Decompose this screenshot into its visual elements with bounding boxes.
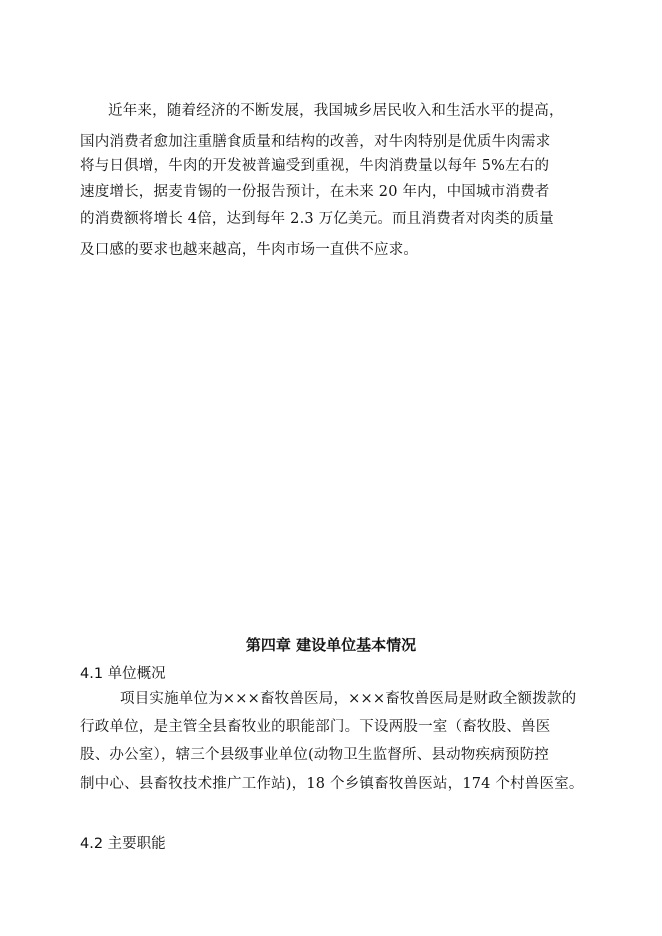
intro-line-5: 的消费额将增长 4倍，达到每年 2.3 万亿美元。而且消费者对肉类的质量 [80, 211, 554, 227]
section-4-1-line-4: 制中心、县畜牧技术推广工作站)，18 个乡镇畜牧兽医站，174 个村兽医室。 [80, 776, 584, 792]
intro-line-6: 及口感的要求也越来越高，牛肉市场一直供不应求。 [80, 242, 419, 258]
section-4-1-line-1: 项目实施单位为×××畜牧兽医局，×××畜牧兽医局是财政全额拨款的 [120, 691, 577, 707]
intro-line-2: 国内消费者愈加注重膳食质量和结构的改善，对牛肉特别是优质牛肉需求 [80, 134, 551, 150]
section-heading-4-1: 4.1 单位概况 [80, 666, 166, 682]
section-4-1-line-2: 行政单位，是主管全县畜牧业的职能部门。下设两股一室（畜牧股、兽医 [80, 719, 551, 735]
intro-line-4: 速度增长，据麦肯锡的一份报告预计，在未来 20 年内，中国城市消费者 [80, 184, 550, 200]
section-heading-4-2: 4.2 主要职能 [80, 836, 166, 852]
section-4-1-line-3: 股、办公室），辖三个县级事业单位(动物卫生监督所、县动物疾病预防控 [80, 747, 550, 763]
chapter-title: 第四章 建设单位基本情况 [245, 636, 417, 654]
intro-line-1: 近年来，随着经济的不断发展，我国城乡居民收入和生活水平的提高， [108, 103, 564, 119]
intro-line-3: 将与日俱增，牛肉的开发被普遍受到重视，牛肉消费量以每年 5%左右的 [80, 158, 550, 174]
